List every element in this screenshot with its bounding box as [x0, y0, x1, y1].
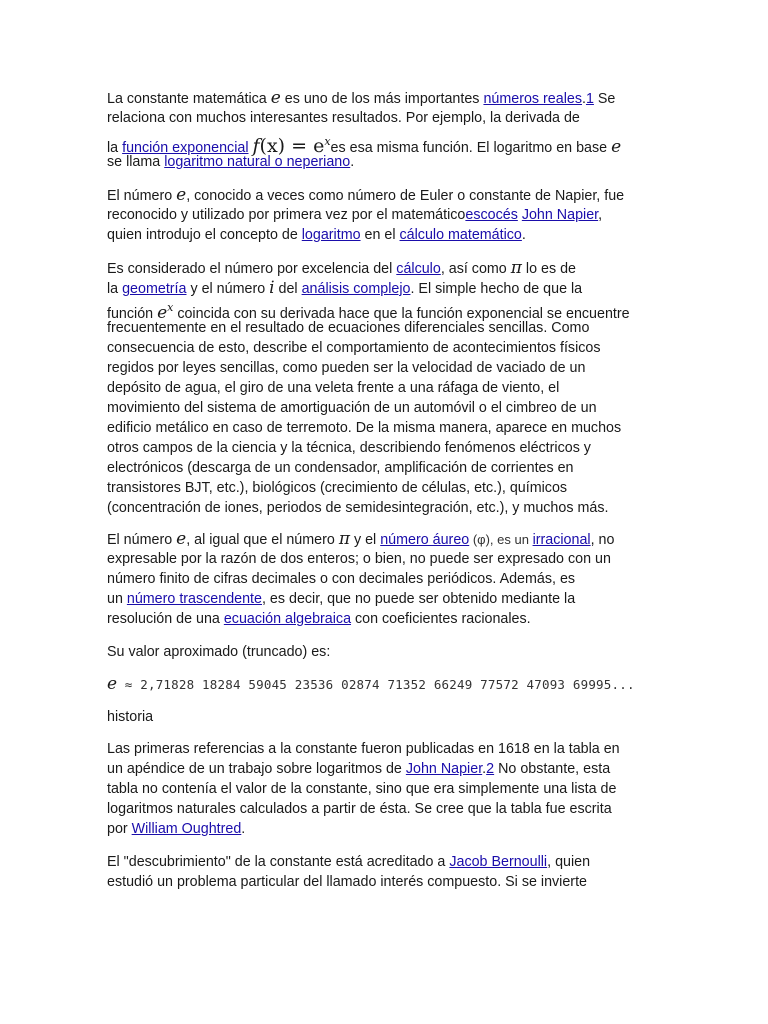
text: . El simple hecho de que la — [410, 281, 583, 297]
text: un — [107, 591, 127, 607]
link-escoces[interactable]: escocés — [465, 207, 518, 223]
text-line — [107, 128, 667, 157]
text-line: tabla no contenía el valor de la constante, sino que era simplemente una lista de — [107, 781, 617, 797]
math-exponent: x — [167, 301, 174, 314]
text-line: estudió un problema particular del llamado interés compuesto. Si se invierte — [107, 874, 587, 890]
text: del — [274, 281, 302, 297]
text: se llama — [107, 154, 165, 170]
link-william-oughtred[interactable]: William Oughtred — [131, 821, 242, 837]
text: Es considerado el número por excelencia del — [107, 261, 397, 277]
section-heading-historia — [107, 707, 667, 727]
text-line: edificio metálico en caso de terremoto. De la misma manera, aparece en muchos — [107, 420, 622, 436]
link-reference-1[interactable]: 1 — [585, 91, 594, 107]
text-line: logaritmos naturales calculados a partir de ésta. Se cree que la tabla fue escrita — [107, 801, 612, 817]
text: , al igual que el número — [186, 532, 339, 548]
text: , — [598, 207, 603, 223]
text: . — [521, 227, 526, 243]
text: Se — [593, 91, 616, 107]
text: No obstante, esta — [494, 761, 611, 777]
text-line: número finito de cifras decimales o con decimales periódicos. Además, es — [107, 571, 576, 587]
text-line: Las primeras referencias a la constante fueron publicadas en 1618 en la tabla en — [107, 741, 620, 757]
paragraph-e-value — [107, 674, 667, 694]
link-geometria[interactable]: geometría — [122, 281, 187, 297]
link-reference-2[interactable]: 2 — [486, 761, 495, 777]
paragraph-irracional — [107, 529, 667, 629]
e-approx-value: ≈ 2,71828 18284 59045 23536 02874 71352 66249 77572 47093 69995... — [117, 677, 635, 692]
text-line — [107, 759, 667, 779]
text: la — [107, 281, 123, 297]
text-line: electrónicos (descarga de un condensador, amplificación de corrientes en — [107, 460, 574, 476]
math-e: e — [270, 88, 281, 108]
text-line — [107, 298, 667, 323]
link-calculo-matematico[interactable]: cálculo matemático — [399, 227, 522, 243]
text-line — [107, 185, 667, 205]
paragraph-historia — [107, 739, 667, 839]
paragraph-calculo — [107, 258, 667, 518]
math-e: e — [611, 137, 622, 157]
link-calculo[interactable]: cálculo — [396, 261, 441, 277]
text: coincida con su derivada hace que la función exponencial se encuentre — [173, 306, 630, 322]
link-funcion-exponencial[interactable]: función exponencial — [122, 140, 249, 156]
link-john-napier[interactable]: John Napier — [405, 761, 483, 777]
math-formula: (x) = e — [259, 135, 325, 157]
text: por — [107, 821, 132, 837]
text: (φ), es un — [469, 532, 533, 547]
text: es esa misma función. El logaritmo en base — [330, 140, 612, 156]
text: . — [350, 154, 355, 170]
text-line — [107, 819, 667, 839]
paragraph-euler — [107, 185, 667, 245]
text-line: frecuentemente en el resultado de ecuaciones diferenciales sencillas. Como — [107, 320, 590, 336]
math-e: e — [176, 529, 187, 549]
text-line: Su valor aproximado (truncado) es: — [107, 644, 331, 660]
text-line — [107, 278, 667, 298]
text: El número — [107, 188, 177, 204]
math-e: e — [176, 185, 187, 205]
text-line — [107, 589, 667, 609]
link-analisis-complejo[interactable]: análisis complejo — [301, 281, 411, 297]
text-line — [107, 258, 667, 278]
text: lo es de — [521, 261, 576, 277]
text-line: movimiento del sistema de amortiguación de un automóvil o el cimbreo de un — [107, 400, 597, 416]
math-exponent: x — [324, 135, 331, 148]
text: y el número — [186, 281, 270, 297]
math-pi: π — [510, 258, 522, 278]
text: . — [241, 821, 246, 837]
text-line: historia — [107, 709, 154, 725]
text-line — [107, 852, 667, 872]
text-line: (concentración de iones, periodos de semidesintegración, etc.), y muchos más. — [107, 500, 609, 516]
text: quien introdujo el concepto de — [107, 227, 302, 243]
text: , no — [590, 532, 615, 548]
link-ecuacion-algebraica[interactable]: ecuación algebraica — [223, 611, 352, 627]
paragraph-intro — [107, 88, 667, 172]
text: , quien — [547, 854, 591, 870]
text-line — [107, 88, 667, 108]
text-line: otros campos de la ciencia y la técnica, describiendo fenómenos eléctricos y — [107, 440, 591, 456]
link-irracional[interactable]: irracional — [532, 532, 591, 548]
paragraph-valor — [107, 642, 667, 662]
text: y el — [350, 532, 381, 548]
link-numero-aureo[interactable]: número áureo — [380, 532, 470, 548]
text: , conocido a veces como número de Euler o constante de Napier, fue — [186, 188, 625, 204]
text: función — [107, 306, 158, 322]
math-pi: π — [338, 529, 350, 549]
link-jacob-bernoulli[interactable]: Jacob Bernoulli — [449, 854, 548, 870]
text: es uno de los más importantes — [280, 91, 484, 107]
text-line: expresable por la razón de dos enteros; o bien, no puede ser expresado con un — [107, 551, 611, 567]
text-line: transistores BJT, etc.), biológicos (crecimiento de células, etc.), químicos — [107, 480, 568, 496]
link-john-napier[interactable]: John Napier — [521, 207, 599, 223]
link-numeros-reales[interactable]: números reales — [483, 91, 582, 107]
text-line: relaciona con muchos interesantes resultados. Por ejemplo, la derivada de — [107, 110, 580, 126]
text-line: regidos por leyes sencillas, como pueden ser la velocidad de vaciado de un — [107, 360, 586, 376]
text: reconocido y utilizado por primera vez por el matemático — [107, 207, 466, 223]
text: El "descubrimiento" de la constante está acreditado a — [107, 854, 450, 870]
text-line: consecuencia de esto, describe el comportamiento de acontecimientos físicos — [107, 340, 601, 356]
math-e: e — [107, 674, 118, 694]
link-logaritmo-natural[interactable]: logaritmo natural o neperiano — [164, 154, 351, 170]
paragraph-bernoulli — [107, 852, 667, 892]
text: en el — [360, 227, 400, 243]
text-line: depósito de agua, el giro de una veleta frente a una ráfaga de viento, el — [107, 380, 560, 396]
text-line — [107, 205, 667, 225]
text: La constante matemática — [107, 91, 271, 107]
text: , así como — [440, 261, 511, 277]
text-line — [107, 609, 667, 629]
text: , es decir, que no puede ser obtenido mediante la — [261, 591, 576, 607]
math-f: f — [252, 135, 260, 157]
text: . — [482, 761, 487, 777]
math-i: i — [269, 278, 275, 298]
text: un apéndice de un trabajo sobre logaritmos de — [107, 761, 406, 777]
text: . — [581, 91, 586, 107]
text-line — [107, 529, 667, 549]
link-logaritmo[interactable]: logaritmo — [301, 227, 361, 243]
text-line — [107, 225, 667, 245]
text-line — [107, 674, 667, 694]
text: con coeficientes racionales. — [351, 611, 531, 627]
link-numero-trascendente[interactable]: número trascendente — [126, 591, 262, 607]
text: resolución de una — [107, 611, 224, 627]
text: El número — [107, 532, 177, 548]
text: la — [107, 140, 123, 156]
math-e: e — [157, 303, 168, 323]
